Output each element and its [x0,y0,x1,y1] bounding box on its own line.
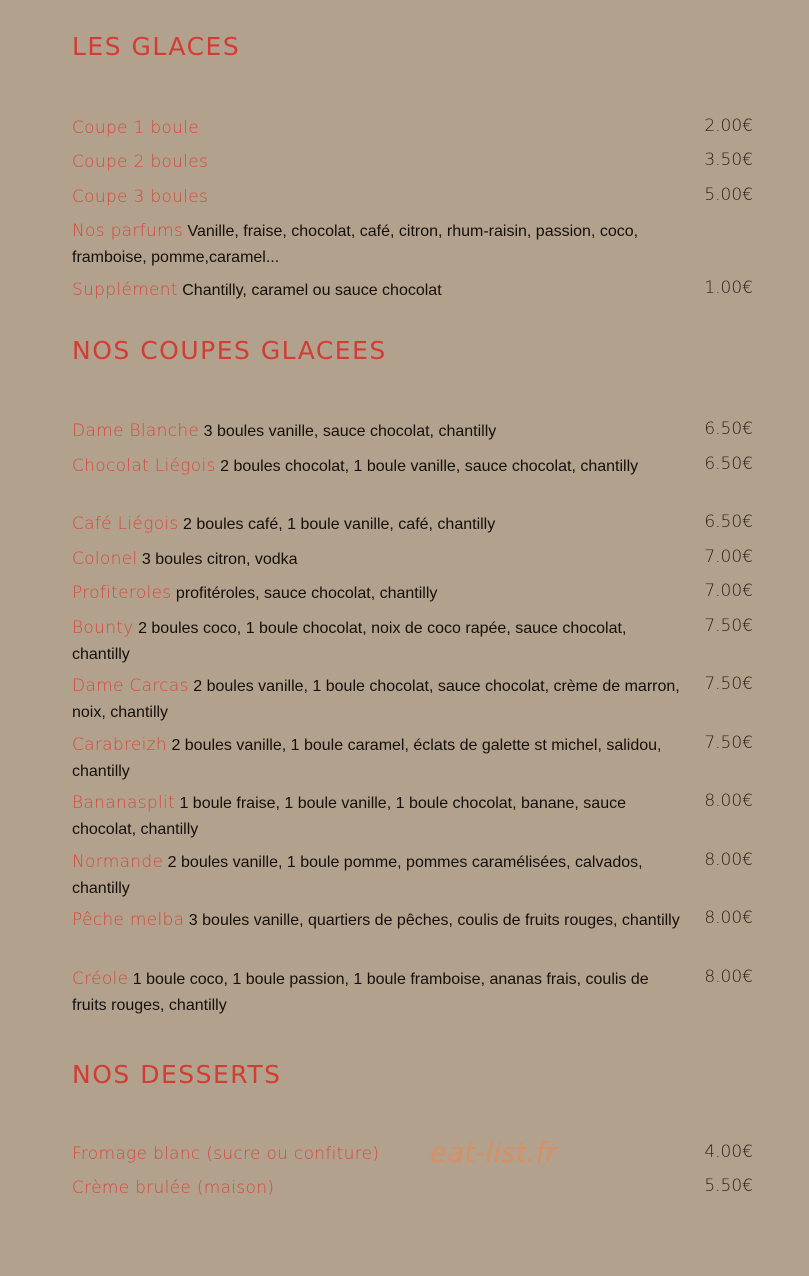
menu-item [72,1141,753,1168]
item-name: Coupe 3 boules [72,187,209,207]
item-desc: 2 boules café, 1 boule vanille, café, chantilly [183,516,496,533]
item-name: Coupe 2 boules [72,152,209,172]
item-desc: Vanille, fraise, chocolat, café, citron, rhum-raisin, passion, coco, framboise, pomme,caramel... [72,223,639,266]
menu-item [72,673,753,726]
menu-item [72,277,753,304]
item-name: Colonel [72,549,138,569]
item-desc: 2 boules vanille, 1 boule chocolat, sauce chocolat, crème de marron, noix, chantilly [72,678,680,721]
menu-item [72,418,753,445]
menu-item [72,1175,753,1202]
item-name: Carabreizh [72,735,167,755]
item-name: Supplément [72,280,178,300]
item-price: 8.00€ [704,908,753,928]
item-price: 6.50€ [704,512,753,532]
menu-item [72,184,753,211]
menu-item [72,580,753,607]
item-name: Café Liégois [72,514,179,534]
section-title-desserts: NOS DESSERTS [72,1060,282,1089]
item-price: 7.50€ [704,733,753,753]
item-desc: 2 boules vanille, 1 boule caramel, éclats de galette st michel, salidou, chantilly [72,737,662,780]
item-name: Profiteroles [72,583,172,603]
menu-item [72,511,753,538]
item-desc: 3 boules vanille, quartiers de pêches, coulis de fruits rouges, chantilly [188,912,680,929]
item-price: 3.50€ [704,150,753,170]
menu-item [72,732,753,785]
item-desc: 1 boule fraise, 1 boule vanille, 1 boule chocolat, banane, sauce chocolat, chantilly [72,795,626,838]
item-price: 1.00€ [704,278,753,298]
menu-item [72,790,753,843]
item-price: 7.50€ [704,616,753,636]
item-price: 4.00€ [704,1142,753,1162]
item-desc: 2 boules chocolat, 1 boule vanille, sauce chocolat, chantilly [220,458,639,475]
item-price: 7.00€ [704,547,753,567]
item-name: Coupe 1 boule [72,118,199,138]
item-desc: 1 boule coco, 1 boule passion, 1 boule framboise, ananas frais, coulis de fruits rouges, chantilly [72,971,649,1014]
watermark-logo: eat-list.fr [430,1136,557,1169]
item-name: Bananasplit [72,793,175,813]
menu-item [72,546,753,573]
item-price: 7.00€ [704,581,753,601]
item-name: Bounty [72,618,134,638]
item-name: Nos parfums [72,221,184,241]
item-price: 6.50€ [704,454,753,474]
item-desc: 2 boules coco, 1 boule chocolat, noix de coco rapée, sauce chocolat, chantilly [72,620,627,663]
item-price: 5.00€ [704,185,753,205]
item-name: Créole [72,969,129,989]
menu-item [72,907,753,934]
item-price: 7.50€ [704,674,753,694]
menu-item [72,115,753,142]
menu-item [72,849,753,902]
item-desc: profitéroles, sauce chocolat, chantilly [175,585,438,602]
item-price: 8.00€ [704,850,753,870]
item-price: 8.00€ [704,967,753,987]
item-name: Dame Blanche [72,421,200,441]
section-title-coupes-glacees: NOS COUPES GLACEES [72,336,387,365]
item-price: 2.00€ [704,116,753,136]
item-price: 8.00€ [704,791,753,811]
item-price: 5.50€ [704,1176,753,1196]
menu-item [72,218,753,271]
item-name: Fromage blanc (sucre ou confiture) [72,1144,380,1164]
item-name: Dame Carcas [72,676,189,696]
item-name: Crème brulée (maison) [72,1178,275,1198]
item-name: Pêche melba [72,910,185,930]
item-desc: 3 boules citron, vodka [141,551,298,568]
item-name: Chocolat Liégois [72,456,216,476]
menu-item [72,453,753,480]
menu-item [72,966,753,1019]
item-price: 6.50€ [704,419,753,439]
section-title-glaces: LES GLACES [72,32,241,61]
menu-item [72,149,753,176]
item-desc: Chantilly, caramel ou sauce chocolat [182,282,442,299]
item-desc: 3 boules vanille, sauce chocolat, chantilly [203,423,497,440]
item-name: Normande [72,852,164,872]
item-desc: 2 boules vanille, 1 boule pomme, pommes caramélisées, calvados, chantilly [72,854,643,897]
menu-item [72,615,753,668]
